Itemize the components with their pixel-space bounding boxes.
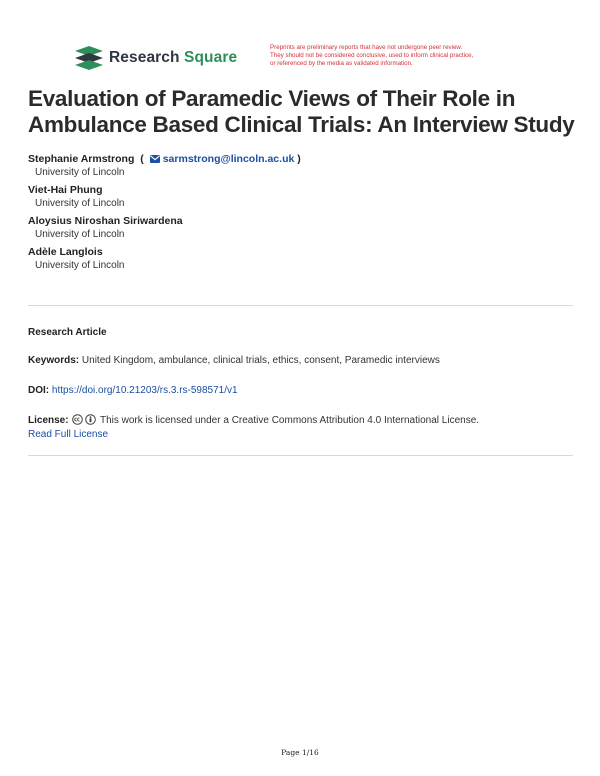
header bbox=[0, 0, 600, 80]
doi bbox=[28, 384, 573, 398]
keywords-value: United Kingdom, ambulance, clinical trials, ethics, consent, Paramedic interviews bbox=[81, 355, 440, 366]
read-full-license-link[interactable]: Read Full License bbox=[28, 429, 109, 440]
doi-link[interactable]: https://doi.org/10.21203/rs.3.rs-598571/v1 bbox=[51, 385, 238, 396]
license-text: This work is licensed under a Creative Commons Attribution 4.0 International License. bbox=[99, 415, 480, 426]
author-affiliation: University of Lincoln bbox=[35, 260, 125, 271]
logo-text: Research Square bbox=[109, 49, 238, 66]
preprint-disclaimer bbox=[270, 44, 540, 68]
paper-title: Evaluation of Paramedic Views of Their Role in Ambulance Based Clinical Trials: An Interview Study bbox=[28, 86, 575, 137]
license bbox=[28, 414, 573, 442]
creative-commons-icon bbox=[72, 414, 83, 425]
author-email-link[interactable]: sarmstrong@lincoln.ac.uk bbox=[162, 153, 295, 165]
page-number: Page 1/16 bbox=[281, 748, 319, 757]
author-affiliation: University of Lincoln bbox=[35, 229, 125, 240]
license-label: License: bbox=[28, 415, 69, 426]
doi-label: DOI: bbox=[28, 385, 50, 396]
author-email-wrapper: ( sarmstrong@lincoln.ac.uk ) bbox=[137, 153, 301, 165]
article-type: Research Article bbox=[28, 327, 107, 338]
attribution-icon bbox=[85, 414, 96, 425]
keywords-label: Keywords: bbox=[28, 355, 80, 366]
disclaimer-line: They should not be considered conclusive, used to inform clinical practice, bbox=[270, 52, 474, 59]
author-list bbox=[28, 153, 573, 277]
research-square-logo[interactable] bbox=[74, 45, 237, 71]
research-square-logo-icon bbox=[74, 45, 104, 71]
author-name: Stephanie Armstrong ( sarmstrong@lincoln.ac.uk ) bbox=[28, 153, 301, 165]
divider bbox=[28, 455, 573, 456]
keywords bbox=[28, 354, 573, 368]
divider bbox=[28, 305, 573, 306]
envelope-icon bbox=[150, 155, 160, 163]
author-name: Viet-Hai Phung bbox=[28, 184, 103, 196]
author-name: Aloysius Niroshan Siriwardena bbox=[28, 215, 183, 227]
author-name: Adèle Langlois bbox=[28, 246, 103, 258]
disclaimer-line: or referenced by the media as validated information. bbox=[270, 60, 413, 67]
author-affiliation: University of Lincoln bbox=[35, 198, 125, 209]
author-affiliation: University of Lincoln bbox=[35, 167, 125, 178]
disclaimer-line: Preprints are preliminary reports that have not undergone peer review. bbox=[270, 44, 463, 51]
